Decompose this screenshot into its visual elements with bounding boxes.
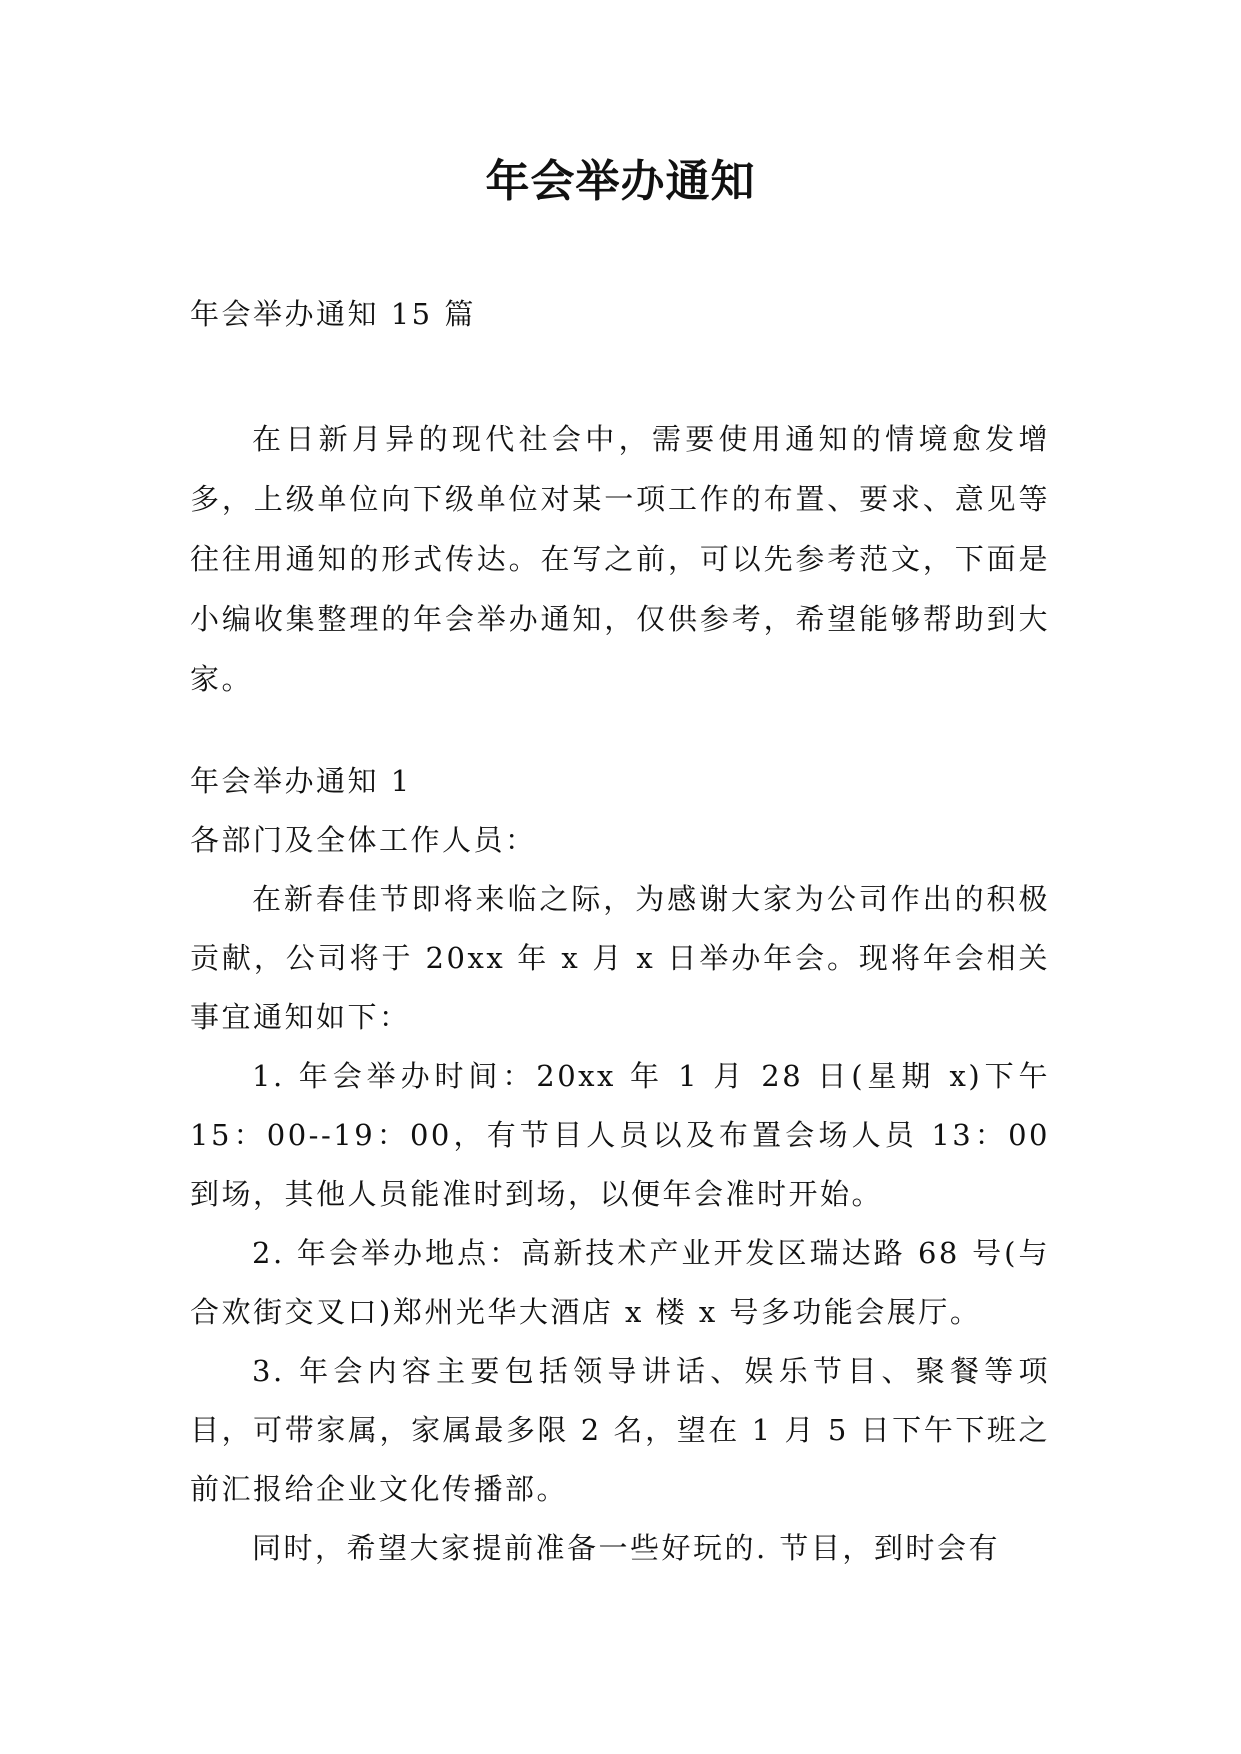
body-paragraph: 2. 年会举办地点：高新技术产业开发区瑞达路 68 号(与合欢街交叉口)郑州光华大酒店 x 楼 x 号多功能会展厅。 [190,1236,1050,1329]
body-paragraph: 在新春佳节即将来临之际，为感谢大家为公司作出的积极贡献，公司将于 20xx 年 x 月 x 日举办年会。现将年会相关事宜通知如下： [190,882,1050,1034]
document-title: 年会举办通知 [485,156,756,207]
body-paragraph: 1. 年会举办时间：20xx 年 1 月 28 日(星期 x)下午 15：00--19：00，有节目人员以及布置会场人员 13：00 到场，其他人员能准时到场，以便年会准时开始。 [190,1059,1050,1211]
section-heading: 年会举办通知 1 [190,764,412,798]
document-subtitle: 年会举办通知 15 篇 [190,297,476,331]
salutation: 各部门及全体工作人员： [190,823,537,857]
intro-paragraph: 在日新月异的现代社会中，需要使用通知的情境愈发增多，上级单位向下级单位对某一项工作的布置、要求、意见等往往用通知的形式传达。在写之前，可以先参考范文，下面是小编收集整理的年会举办通知，仅供参考，希望能够帮助到大家。 [190,422,1050,696]
body-paragraph: 3. 年会内容主要包括领导讲话、娱乐节目、聚餐等项目，可带家属，家属最多限 2 名，望在 1 月 5 日下午下班之前汇报给企业文化传播部。 [190,1354,1050,1506]
body-paragraph: 同时，希望大家提前准备一些好玩的. 节目，到时会有 [252,1531,1000,1565]
section-1 [190,752,1050,1578]
